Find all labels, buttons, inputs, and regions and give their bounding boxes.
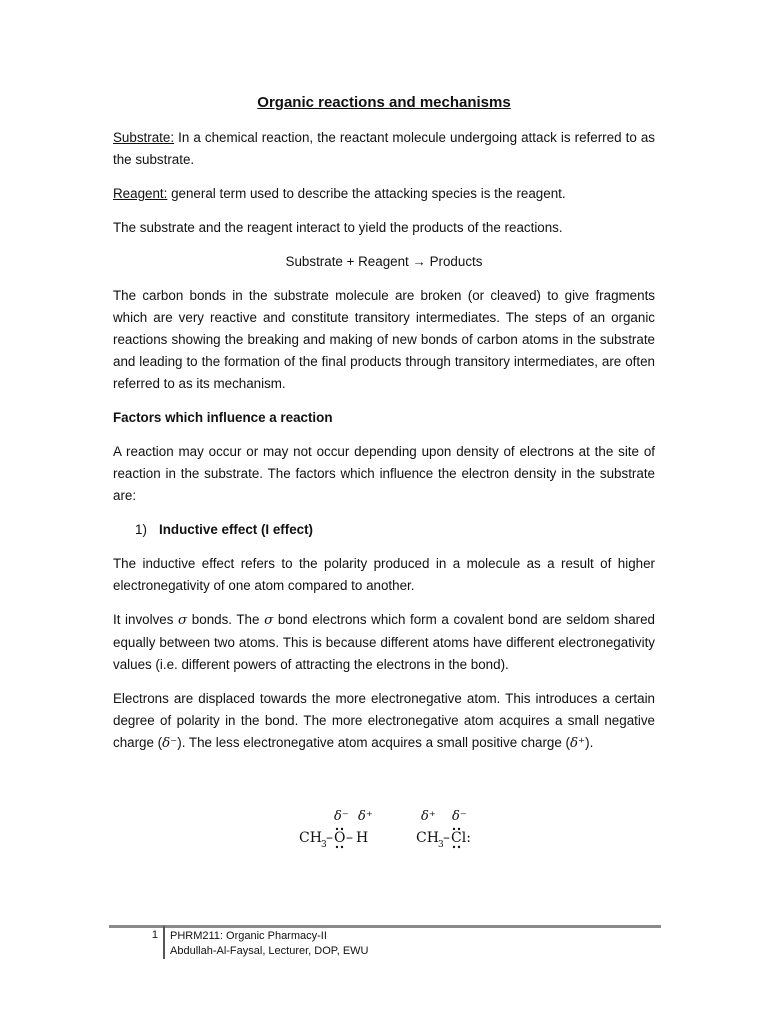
reagent-definition (113, 183, 655, 205)
electrons-text-3: ). (585, 735, 594, 750)
lone-pair-dot (336, 828, 338, 830)
footer-divider (109, 925, 661, 928)
interact-paragraph: The substrate and the reagent interact to yield the products of the reactions. (113, 220, 563, 235)
reagent-text: general term used to describe the attacking species is the reagent. (167, 186, 566, 201)
reagent-term: Reagent: (113, 186, 168, 201)
ch-subscript: 3 (321, 840, 327, 850)
sigma-symbol: σ (264, 613, 274, 628)
factors-paragraph: A reaction may occur or may not occur depending upon density of electrons at the site of reaction in the substrate. The factors which influence the electron density in the substrate are: (113, 444, 655, 503)
methanol-formula (299, 809, 373, 850)
sigma-text-2: bonds. The (187, 612, 265, 627)
electrons-paragraph (113, 688, 655, 755)
list-item-inductive (135, 519, 655, 541)
footer-author: Abdullah-Al-Faysal, Lecturer, DOP, EWU (170, 945, 369, 957)
lone-pair-dot (341, 828, 343, 830)
chlorine-atom: Cl: (451, 830, 471, 846)
lone-pair-dot (336, 846, 338, 848)
substrate-text: In a chemical reaction, the reactant molecule undergoing attack is referred to as the substrate. (113, 130, 655, 167)
list-number: 1) (135, 522, 147, 537)
bond-dash: – (326, 830, 333, 846)
ch-subscript: 3 (438, 840, 444, 850)
lone-pair-dot (341, 846, 343, 848)
delta-positive-label: δ⁺ (358, 809, 373, 824)
delta-negative-label: δ⁻ (334, 809, 349, 824)
electrons-text-1: Electrons are displaced towards the more electronegative atom. This introduces a certain degree of polarity in the bond. The more electronegative atom acquires a small negative charge ( (113, 691, 655, 750)
inductive-paragraph: The inductive effect refers to the polarity produced in a molecule as a result of higher electronegativity of one atom compared to another. (113, 556, 655, 593)
cleavage-paragraph: The carbon bonds in the substrate molecule are broken (or cleaved) to give fragments which are very reactive and constitute transitory intermediates. The steps of an organic reactions showing the breaking and making of new bonds of carbon atoms in the substrate and leading to the formation of the final products through transitory intermediates, are often referred to as its mechanism. (113, 288, 655, 391)
oxygen-atom: O (334, 830, 346, 846)
lone-pair-dot (458, 828, 460, 830)
footer-vertical-divider (163, 926, 165, 959)
ch-group: CH (416, 830, 439, 846)
factors-heading: Factors which influence a reaction (113, 410, 333, 425)
sigma-text-3: bond electrons which form a covalent bond are seldom shared equally between two atoms. This is because different atoms have different electronegativity values (i.e. different powers of attracting the electrons in the bond). (113, 612, 656, 672)
page-number: 1 (151, 929, 158, 941)
delta-positive-label: δ⁺ (421, 809, 436, 824)
page-content (113, 92, 655, 767)
lone-pair-dot (453, 846, 455, 848)
list-label: Inductive effect (I effect) (159, 522, 314, 537)
substrate-term: Substrate: (113, 130, 175, 145)
bond-dash: – (346, 830, 353, 846)
delta-positive-symbol: δ⁺ (570, 736, 586, 751)
bond-dash: – (443, 830, 450, 846)
lone-pair-dot (458, 846, 460, 848)
footer-course: PHRM211: Organic Pharmacy-II (170, 930, 327, 942)
lone-pair-dot (453, 828, 455, 830)
sigma-paragraph (113, 609, 655, 676)
sigma-text-1: It involves (113, 612, 179, 627)
electrons-text-2: ). The less electronegative atom acquires a small positive charge ( (177, 735, 570, 750)
delta-negative-label: δ⁻ (452, 809, 467, 824)
substrate-definition (113, 127, 655, 171)
chloromethane-formula (416, 809, 471, 850)
polarity-formulas (296, 800, 486, 860)
reaction-equation: Substrate + Reagent → Products (285, 254, 483, 269)
ch-group: CH (299, 830, 322, 846)
page-title: Organic reactions and mechanisms (257, 94, 511, 111)
hydrogen-atom: H (356, 830, 369, 846)
sigma-symbol: σ (178, 613, 188, 628)
delta-negative-symbol: δ⁻ (162, 736, 178, 751)
footer-text (170, 929, 368, 959)
